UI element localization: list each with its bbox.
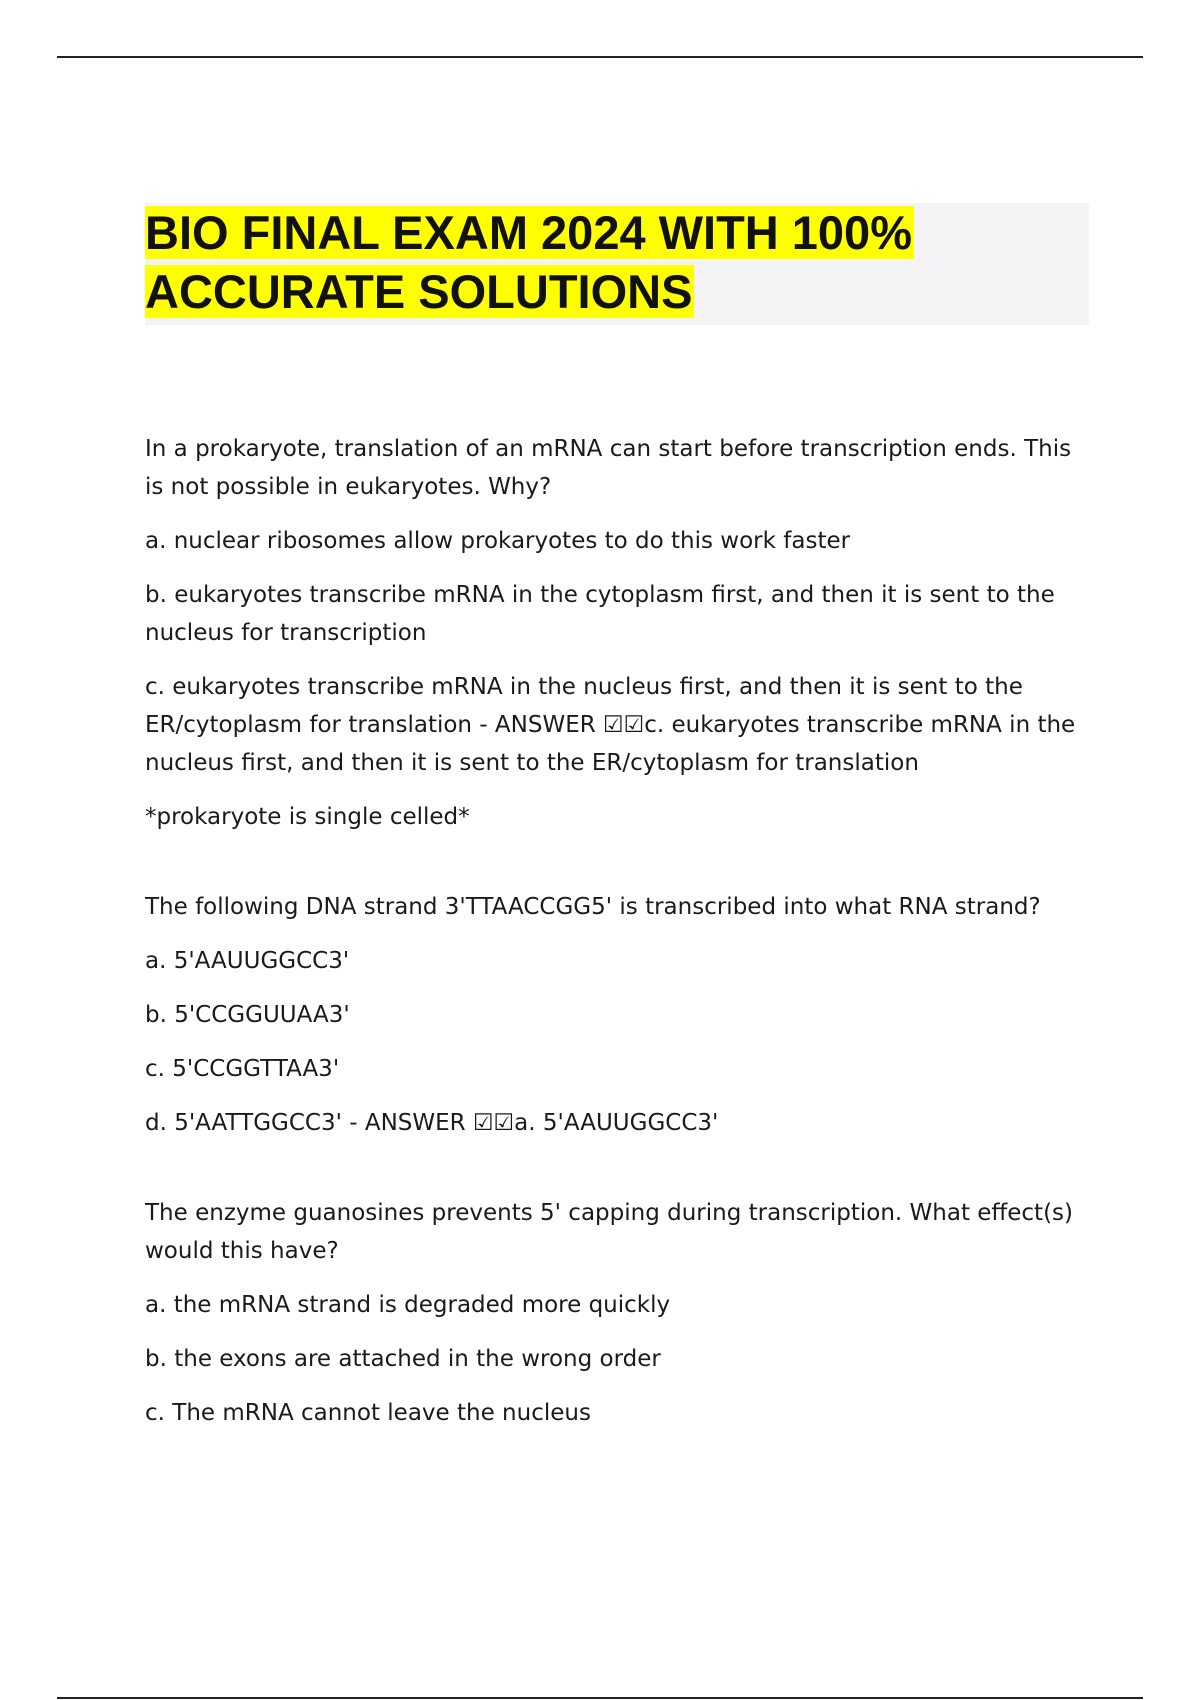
answer-option: a. the mRNA strand is degraded more quickly [145, 1292, 671, 1318]
header-rule [57, 56, 1143, 58]
question-prompt: The following DNA strand 3'TTAACCGG5' is transcribed into what RNA strand? [145, 894, 1041, 920]
answer-option: c. 5'CCGGTTAA3' [145, 1056, 340, 1082]
answer-option: b. eukaryotes transcribe mRNA in the cytoplasm first, and then it is sent to the nucleus for transcription [145, 582, 1055, 646]
question-prompt: The enzyme guanosines prevents 5' capping during transcription. What effect(s) would this have? [145, 1200, 1074, 1264]
answer-option: d. 5'AATTGGCC3' - ANSWER ☑☑a. 5'AAUUGGCC3' [145, 1110, 719, 1136]
question-1 [145, 430, 1095, 836]
answer-option: a. nuclear ribosomes allow prokaryotes to do this work faster [145, 528, 851, 554]
question-2 [145, 888, 1095, 1142]
title-box [145, 203, 1089, 325]
question-3 [145, 1194, 1095, 1432]
title-highlight: BIO FINAL EXAM 2024 WITH 100% ACCURATE SOLUTIONS [145, 206, 912, 318]
answer-option: b. 5'CCGGUUAA3' [145, 1002, 350, 1028]
document-title [145, 203, 1045, 321]
answer-option: a. 5'AAUUGGCC3' [145, 948, 350, 974]
answer-option: c. eukaryotes transcribe mRNA in the nucleus first, and then it is sent to the ER/cytoplasm for translation - ANSWER ☑☑c. eukaryotes transcribe mRNA in the nucleus first, and then it is sent to the ER/cytoplasm for translation [145, 674, 1076, 776]
document-body [145, 430, 1095, 1484]
question-note: *prokaryote is single celled* [145, 804, 470, 830]
footer-rule [57, 1697, 1143, 1699]
question-prompt: In a prokaryote, translation of an mRNA can start before transcription ends. This is not possible in eukaryotes. Why? [145, 436, 1072, 500]
answer-option: b. the exons are attached in the wrong order [145, 1346, 661, 1372]
answer-option: c. The mRNA cannot leave the nucleus [145, 1400, 591, 1426]
